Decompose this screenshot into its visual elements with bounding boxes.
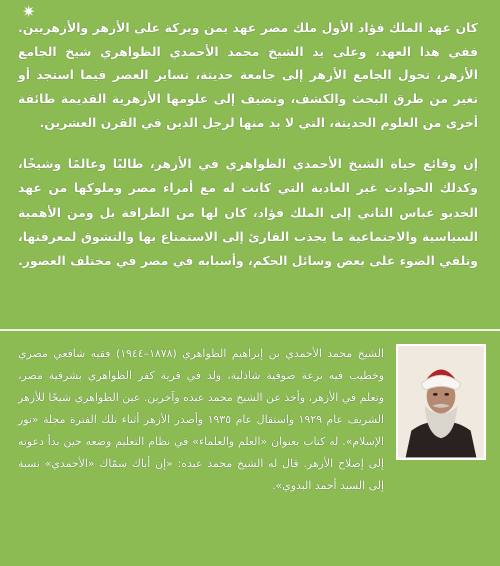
portrait-image [398,346,484,458]
sparkle-icon: ✷ [22,2,36,21]
intro-paragraph-1: كان عهد الملك فؤاد الأول ملك مصر عهد يمن وبركة على الأزهر والأزهريين. ففي هذا العهد، وعلى يد الشيخ محمد الأحمدي الظواهري شيخ الجامع الأزهر، تحول الجامع الأزهر إلى جامعة حديثة، تساير العصر فيما استجد أو تغير من طرق البحث والكشف، وتضيف إلى علومها الأزهرية القديمة طائفة أخرى من العلوم الحديثة، التي لا بد منها لرجل الدين في القرن العشرين. [18,20,478,130]
author-bio: الشيخ محمد الأحمدي بن إبراهيم الظواهري (١٨٧٨–١٩٤٤) فقيه شافعي مصري وخطيب فيه نزعة صوفية شاذلية، ولد في قرية كفر الظواهري بشرقية مصر، وتعلم في الأزهر، وأخذ عن الشيخ محمد عبده وآخرين. عين الظواهري شيخًا للأزهر الشريف عام ١٩٢٩ واستقال عام ١٩٣٥ وأصدر الأزهر أثناء تلك الفترة مجلة «نور الإسلام». له كتاب بعنوان «العلم والعلماء» في نظام التعليم وضعه حين بدأ دعوته إلى إصلاح الأزهر. قال له الشيخ محمد عبده: «إن أباك سمّاك «الأحمدي» نسبة إلى السيد أحمد البدوي». [18,347,385,492]
author-portrait [396,344,486,460]
section-divider [0,329,500,331]
intro-paragraph-2: إن وقائع حياة الشيخ الأحمدي الظواهري في الأزهر، طالبًا وعالمًا وشيخًا، وكذلك الحوادث غير العادية التي كانت له مع أمراء مصر وملوكها من عهد الخديو عباس الثاني إلى الملك فؤاد، كان لها من الطرافة بل ومن الأهمية السياسية والاجتماعية ما يجذب القارئ إلى الاستمتاع بها والتشوق لمعرفتها، وتلقي الضوء على بعض وسائل الحكم، وأسبابه في مصر في مختلف العصور. [18,156,478,269]
